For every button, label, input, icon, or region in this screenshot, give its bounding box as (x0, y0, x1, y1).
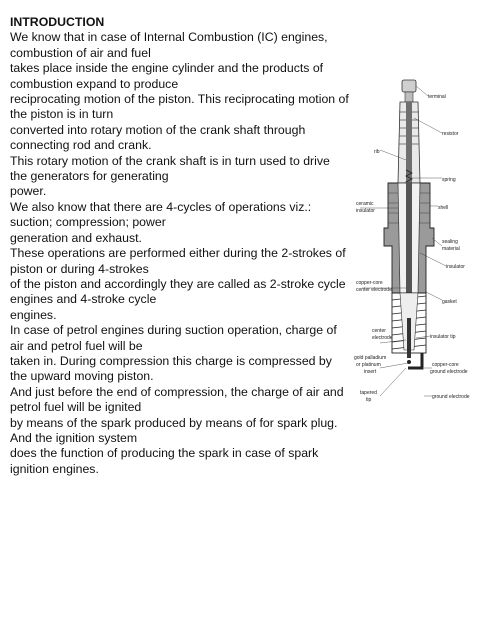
label-spring: spring (442, 177, 456, 183)
label-ground-electrode: ground electrode (432, 394, 470, 400)
label-copper-core-ground-2: ground electrode (430, 369, 468, 375)
label-resistor: resistor (442, 131, 459, 137)
paragraph-line: And the ignition system (10, 430, 138, 445)
label-copper-core-ground-1: copper-core (432, 362, 459, 368)
paragraph-line: piston or during 4-strokes (10, 261, 149, 276)
label-insulator: insulator (446, 264, 465, 270)
paragraph-line: the generators for generating (10, 169, 169, 184)
label-shell: shell (438, 205, 449, 211)
label-insulator-tip: insulator tip (430, 334, 456, 340)
paragraph-line: engines and 4-stroke cycle (10, 292, 157, 307)
label-gold-palladium-2: or platinum (356, 362, 381, 368)
paragraph-line: generation and exhaust. (10, 230, 142, 245)
paragraph-line: taken in. During compression this charge is compressed by (10, 353, 332, 368)
center-electrode-lower (407, 318, 411, 358)
label-sealing-material-1: sealing (442, 239, 458, 245)
label-copper-core-center-1: copper-core (356, 280, 383, 286)
label-terminal: terminal (428, 94, 446, 100)
paragraph-line: These operations are performed either during the 2-strokes of (10, 246, 346, 261)
paragraph-line: does the function of producing the spark in case of spark (10, 446, 319, 461)
paragraph-line: This rotary motion of the crank shaft is in turn used to drive (10, 153, 330, 168)
label-gold-palladium-3: insert (364, 369, 377, 375)
paragraph-line: power. (10, 184, 47, 199)
insert-tip-shape (407, 360, 411, 364)
terminal-shape (402, 80, 416, 92)
label-ceramic-insulator-1: ceramic (356, 201, 374, 207)
resistor-shape (406, 102, 412, 182)
spark-plug-svg (350, 78, 480, 428)
paragraph-line: suction; compression; power (10, 215, 166, 230)
section-heading: INTRODUCTION (10, 15, 105, 29)
paragraph-line: combustion expand to produce (10, 76, 179, 91)
introduction-text (10, 15, 360, 477)
paragraph-line: by means of the spark produced by means of for spark plug. (10, 415, 338, 430)
label-center-electrode-1: center (372, 328, 386, 334)
paragraph-line: combustion of air and fuel (10, 45, 151, 60)
label-gasket: gasket (442, 299, 457, 305)
paragraph-line: ignition engines. (10, 461, 99, 476)
paragraph-line: connecting rod and crank. (10, 138, 152, 153)
label-center-electrode-2: electrode (372, 335, 393, 341)
paragraph-line: converted into rotary motion of the crank shaft through (10, 122, 306, 137)
label-tapered-tip-1: tapered (360, 390, 377, 396)
paragraph-line: the piston is in turn (10, 107, 114, 122)
paragraph-line: reciprocating motion of the piston. This reciprocating motion of (10, 92, 349, 107)
spark-plug-diagram (350, 78, 480, 428)
label-gold-palladium-1: gold palladium (354, 355, 387, 361)
paragraph-line: of the piston and accordingly they are called as 2-stroke cycle (10, 276, 346, 291)
paragraph-line: air and petrol fuel will be (10, 338, 143, 353)
paragraph-line: the upward moving piston. (10, 369, 154, 384)
paragraph-line: We know that in case of Internal Combustion (IC) engines, (10, 30, 328, 45)
paragraph-line: petrol fuel will be ignited (10, 400, 142, 415)
label-tapered-tip-2: tip (366, 397, 372, 403)
paragraph-line: We also know that there are 4-cycles of operations viz.: (10, 199, 312, 214)
label-copper-core-center-2: center electrode (356, 287, 392, 293)
paragraph-line: In case of petrol engines during suction operation, charge of (10, 323, 337, 338)
paragraph-line: And just before the end of compression, the charge of air and (10, 384, 344, 399)
label-ceramic-insulator-2: insulator (356, 208, 375, 214)
label-rib: rib (374, 149, 380, 155)
terminal-stem (405, 92, 413, 102)
paragraph-line: engines. (10, 307, 57, 322)
paragraph-line: takes place inside the engine cylinder and the products of (10, 61, 324, 76)
label-sealing-material-2: material (442, 246, 460, 252)
